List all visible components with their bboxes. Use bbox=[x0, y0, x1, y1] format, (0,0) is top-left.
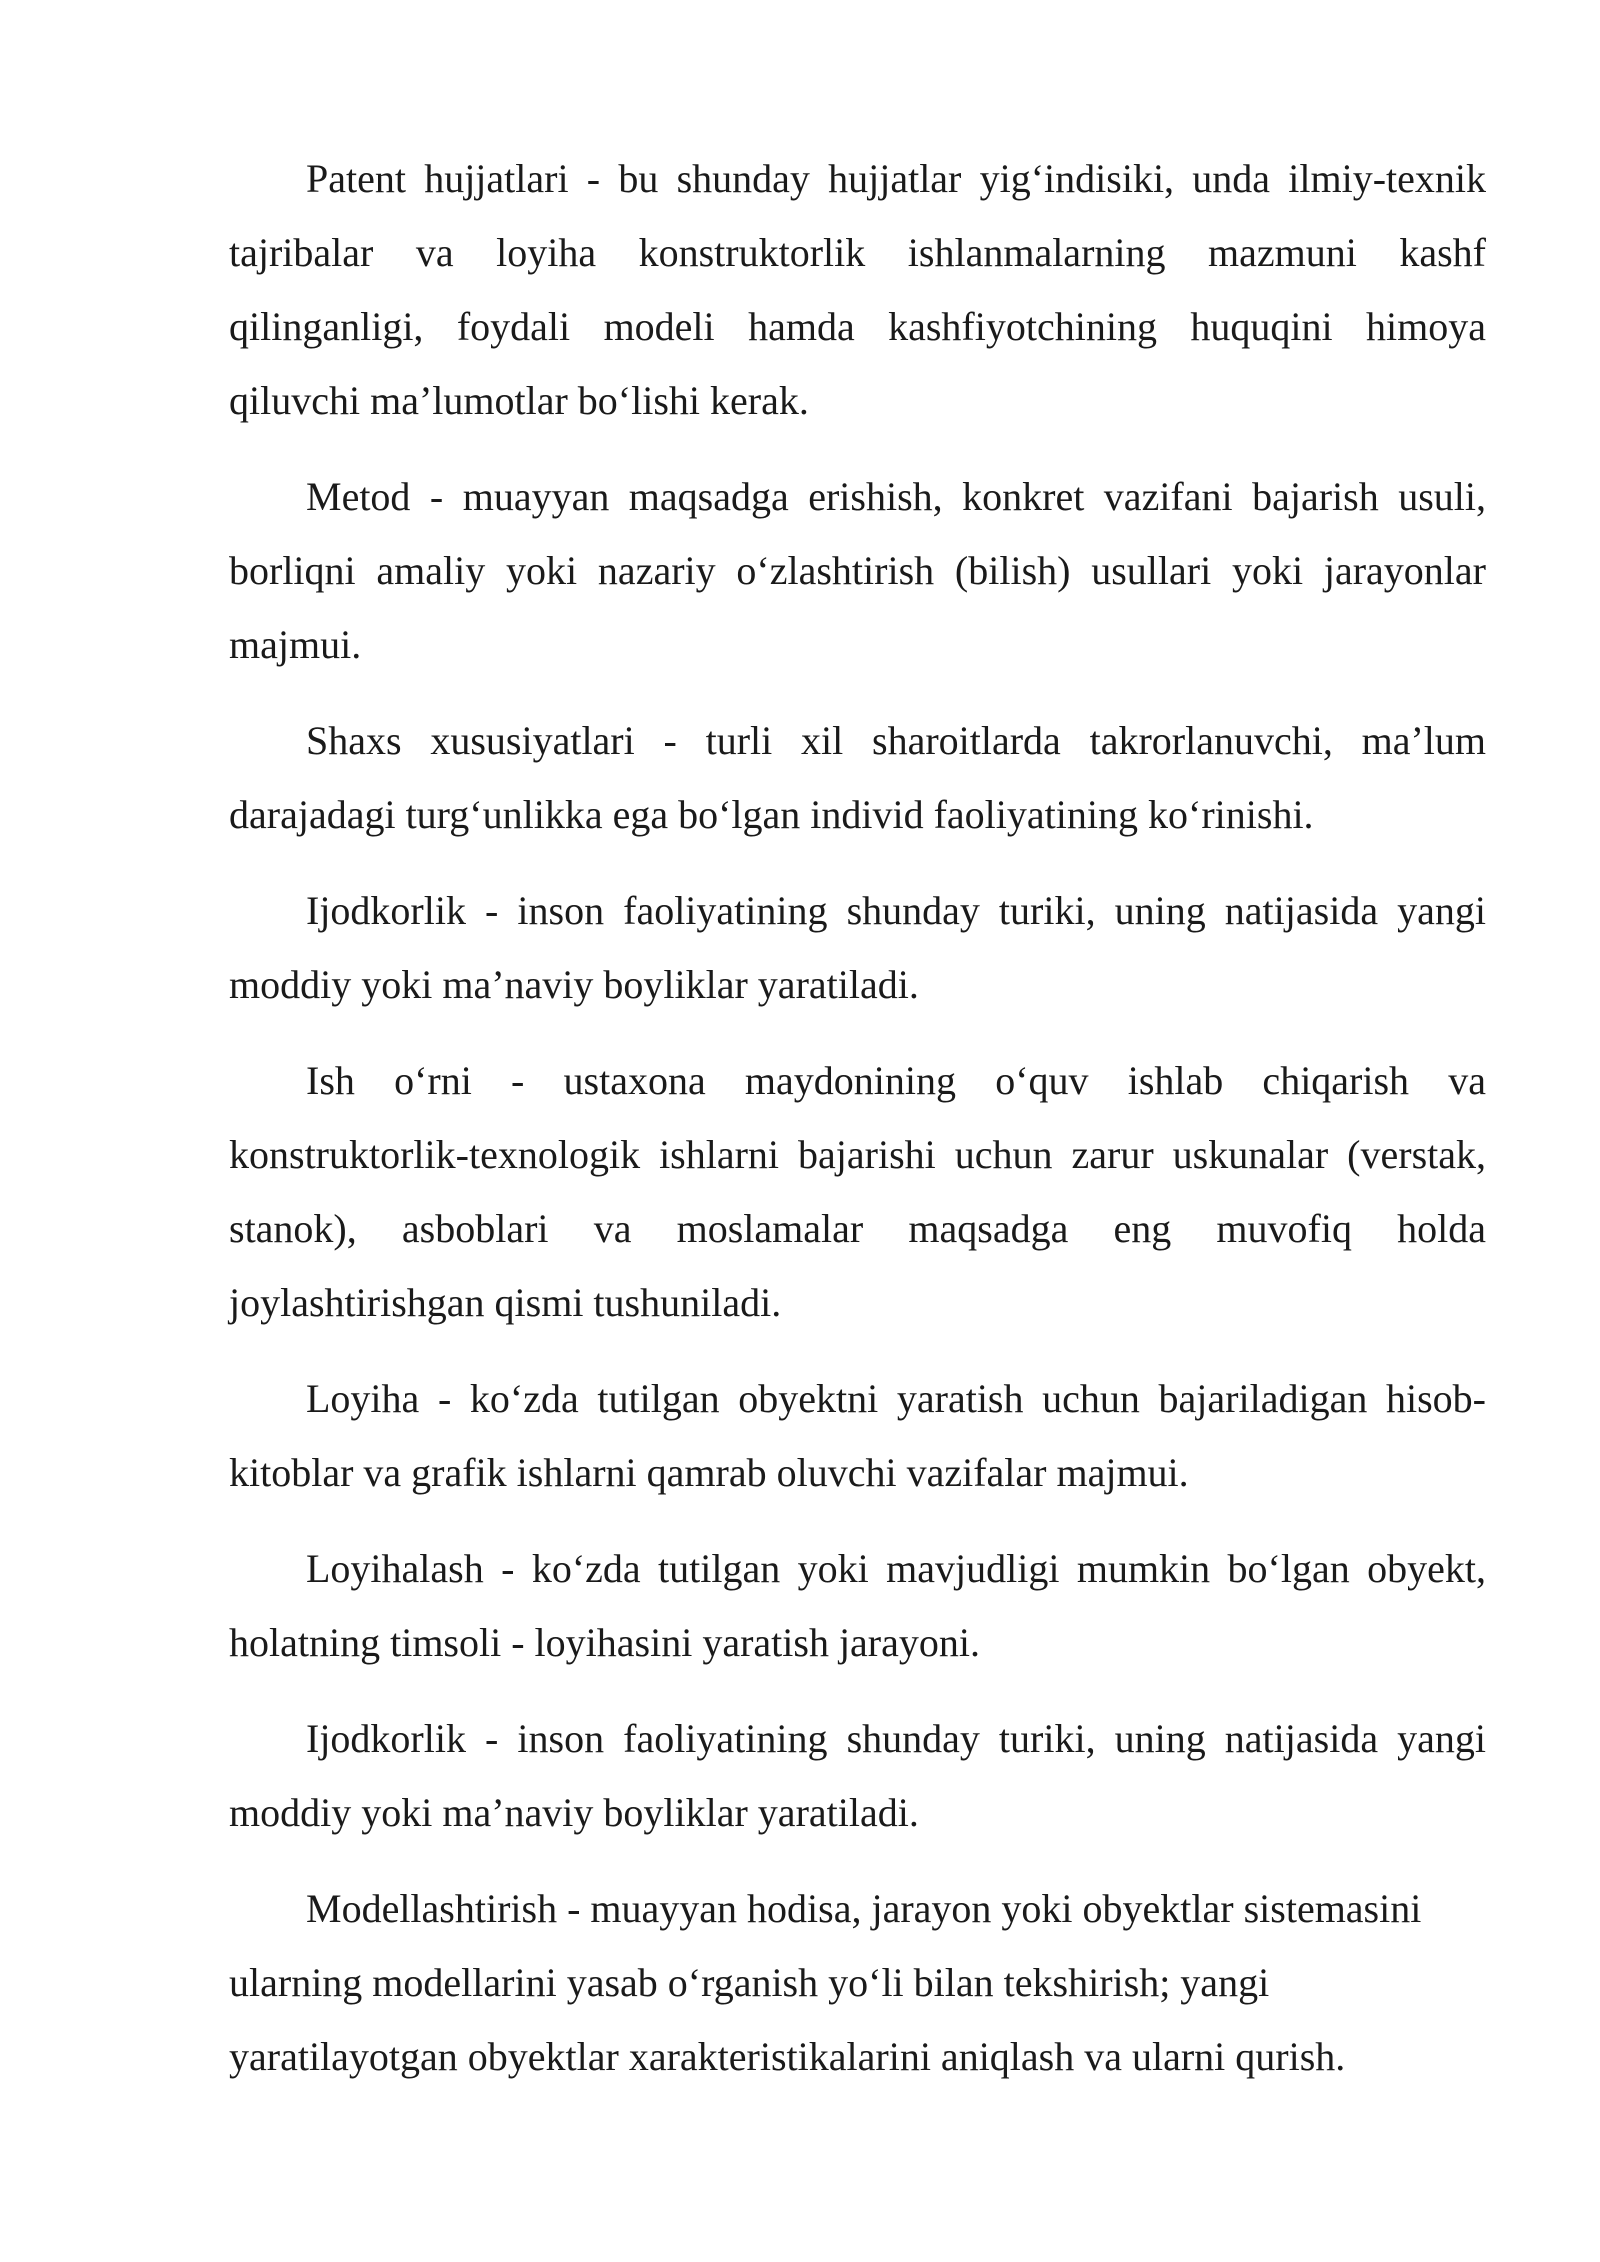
paragraph-shaxs-xususiyatlari: Shaxs xususiyatlari - turli xil sharoitlarda takrorlanuvchi, ma’lum darajadagi turg‘unlikka ega bo‘lgan individ faoliyatining ko‘rinishi. bbox=[229, 718, 1486, 837]
paragraph-loyiha: Loyiha - ko‘zda tutilgan obyektni yaratish uchun bajariladigan hisob-kitoblar va grafik ishlarni qamrab oluvchi vazifalar majmui. bbox=[229, 1376, 1486, 1495]
document-page bbox=[229, 142, 1486, 2116]
paragraph-ijodkorlik: Ijodkorlik - inson faoliyatining shunday turiki, uning natijasida yangi moddiy yoki ma’naviy boyliklar yaratiladi. bbox=[229, 888, 1486, 1007]
paragraph-patent-hujjatlari: Patent hujjatlari - bu shunday hujjatlar yig‘indisiki, unda ilmiy-texnik tajribalar va loyiha konstruktorlik ishlanmalarning mazmuni kashf qilinganligi, foydali modeli hamda kashfiyotchining huquqini himoya qiluvchi ma’lumotlar bo‘lishi kerak. bbox=[229, 156, 1486, 423]
paragraph-loyihalash: Loyihalash - ko‘zda tutilgan yoki mavjudligi mumkin bo‘lgan obyekt, holatning timsoli - loyihasini yaratish jarayoni. bbox=[229, 1546, 1486, 1665]
paragraph-modellashtirish: Modellashtirish - muayyan hodisa, jarayon yoki obyektlar sistemasini ularning modellarini yasab o‘rganish yo‘li bilan tekshirish; yangi yaratilayotgan obyektlar xarakteristikalarini aniqlash va ularni qurish. bbox=[229, 1886, 1422, 2079]
paragraph-metod: Metod - muayyan maqsadga erishish, konkret vazifani bajarish usuli, borliqni amaliy yoki nazariy o‘zlashtirish (bilish) usullari yoki jarayonlar majmui. bbox=[229, 474, 1486, 667]
paragraph-ish-orni: Ish o‘rni - ustaxona maydonining o‘quv ishlab chiqarish va konstruktorlik-texnologik ishlarni bajarishi uchun zarur uskunalar (verstak, stanok), asboblari va moslamalar maqsadga eng muvofiq holda joylashtirishgan qismi tushuniladi. bbox=[229, 1058, 1486, 1325]
paragraph-ijodkorlik-repeat: Ijodkorlik - inson faoliyatining shunday turiki, uning natijasida yangi moddiy yoki ma’naviy boyliklar yaratiladi. bbox=[229, 1716, 1486, 1835]
